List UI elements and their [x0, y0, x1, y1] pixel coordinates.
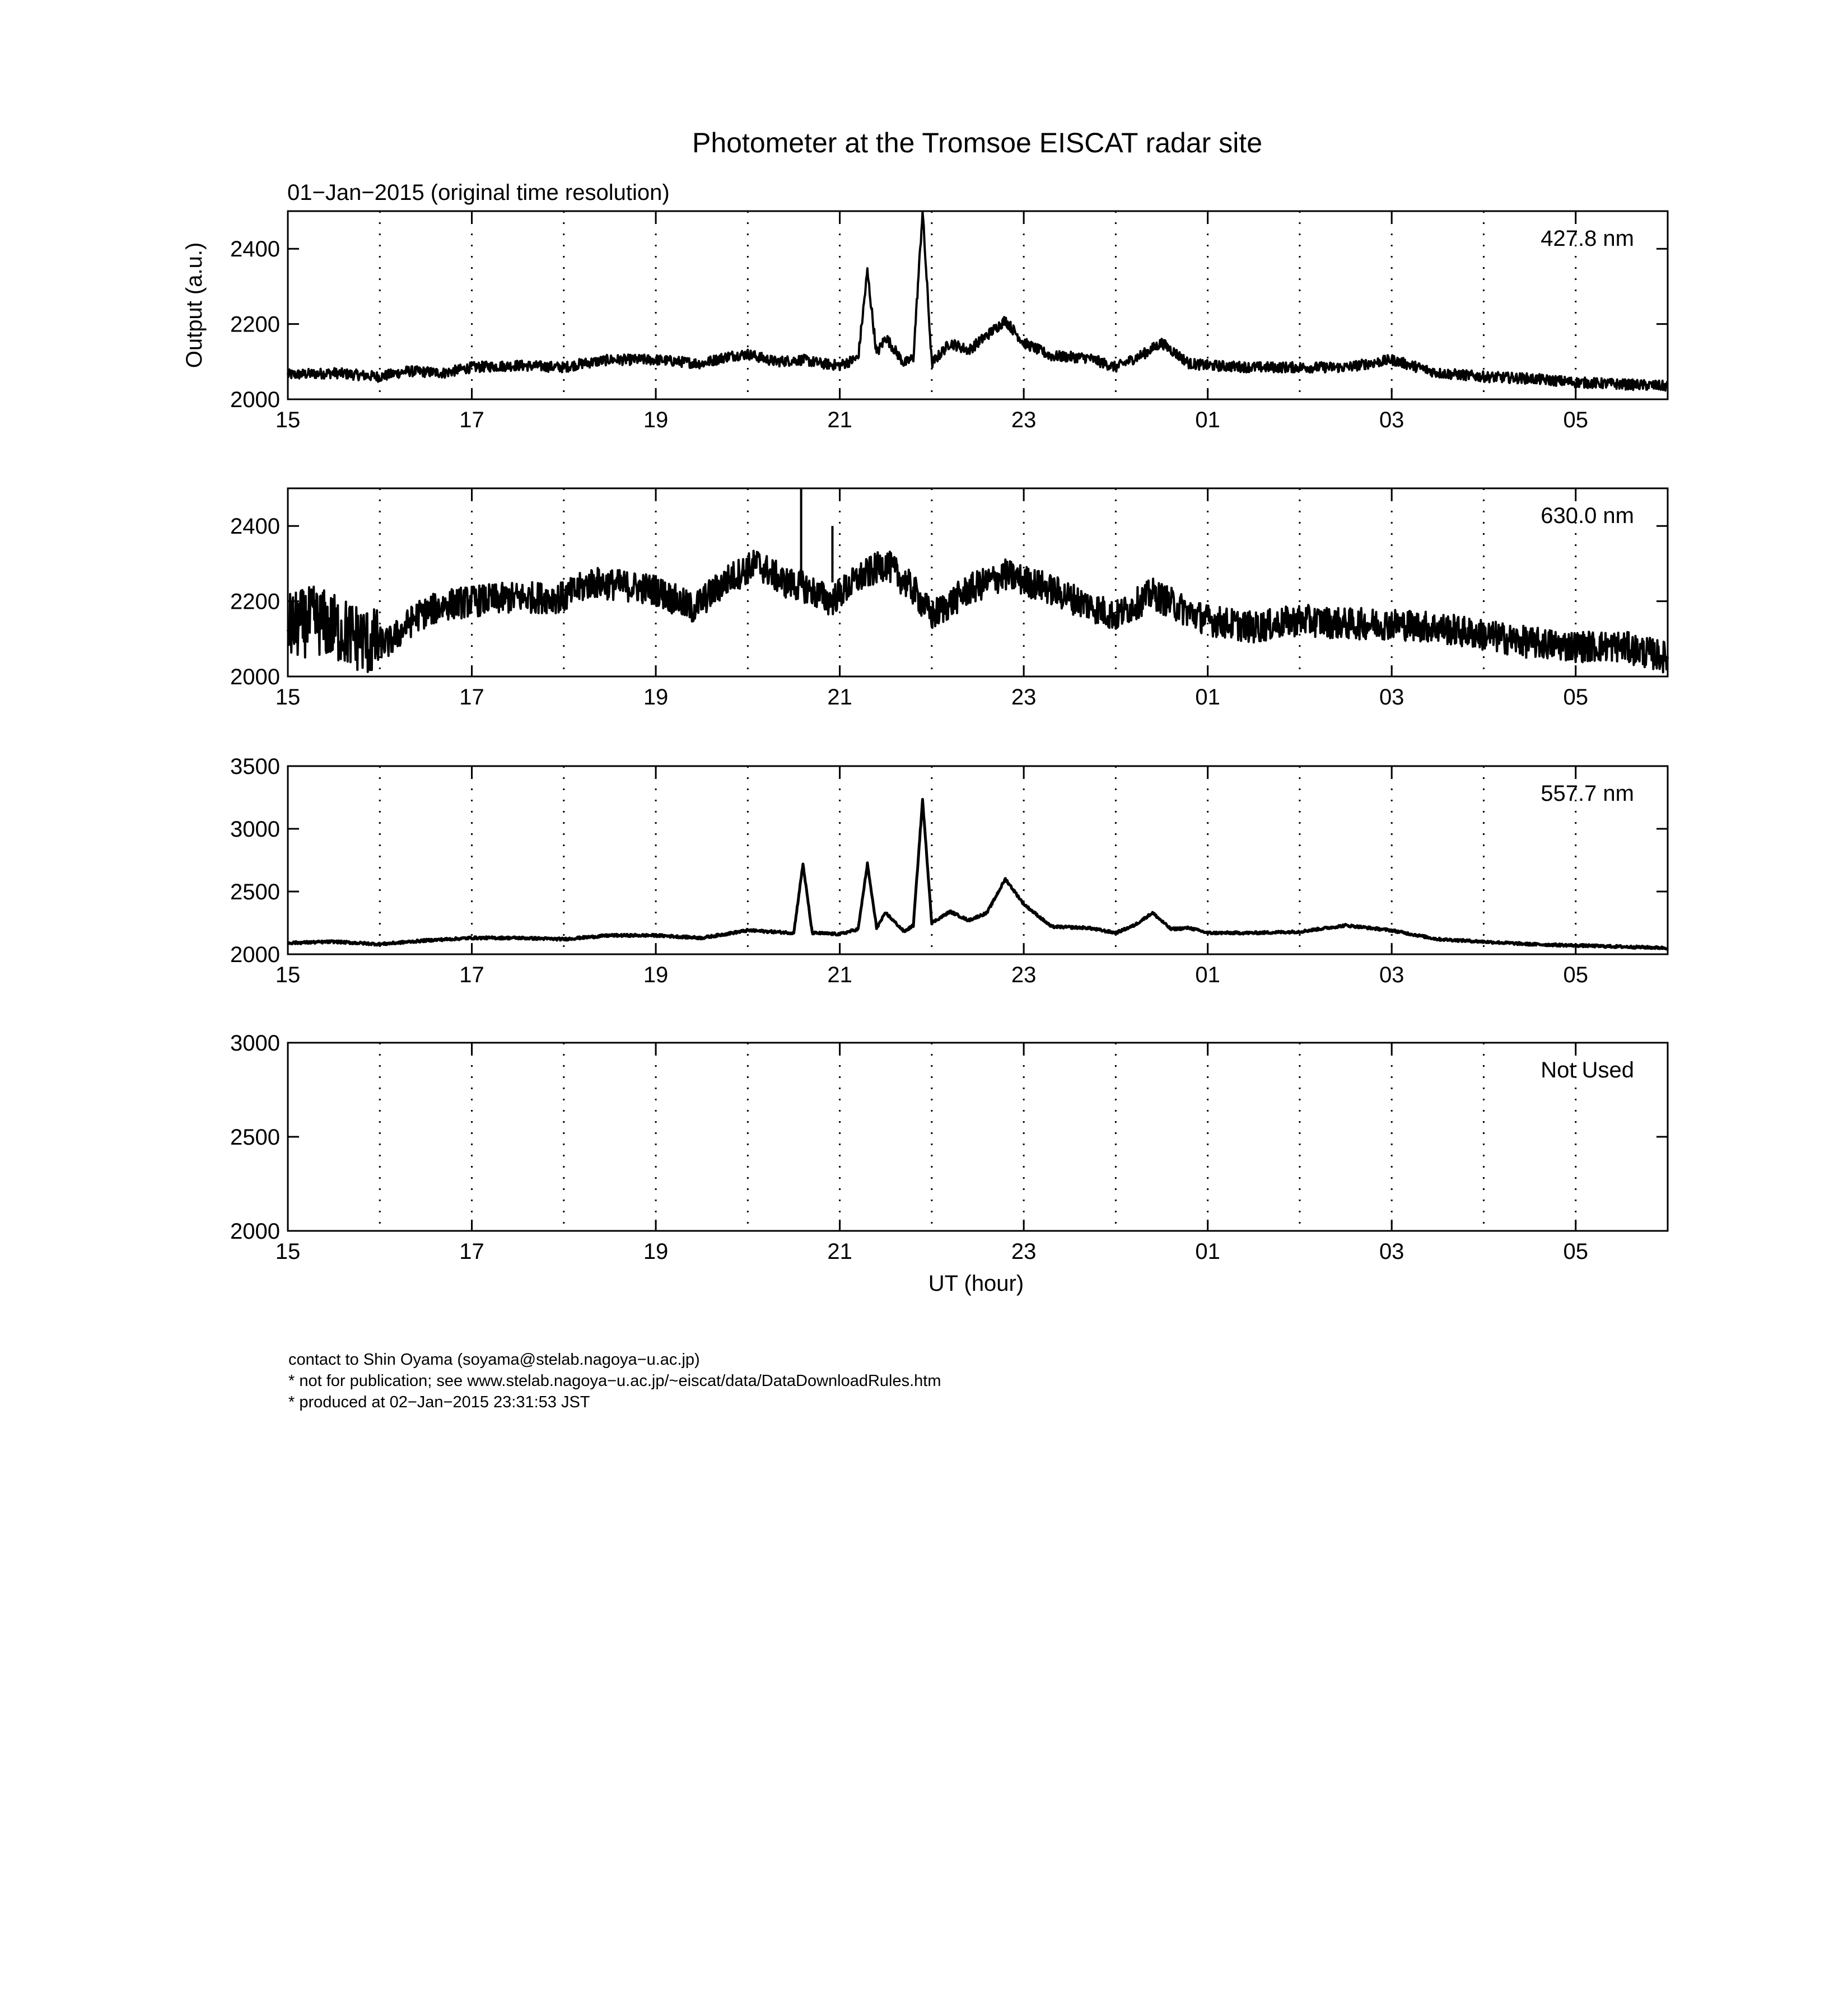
x-tick-label: 01 — [1195, 685, 1220, 710]
x-tick-label: 01 — [1195, 963, 1220, 987]
y-tick-label: 2000 — [230, 942, 280, 967]
figure-subtitle: 01−Jan−2015 (original time resolution) — [287, 180, 670, 205]
y-tick-label: 2500 — [230, 880, 280, 904]
x-tick-label: 19 — [643, 1239, 669, 1264]
x-tick-label: 15 — [275, 685, 301, 710]
axes-box — [288, 1043, 1668, 1231]
y-tick-label: 2400 — [230, 514, 280, 539]
panel-3 — [230, 754, 1668, 987]
x-tick-label: 01 — [1195, 408, 1220, 432]
y-tick-label: 3000 — [230, 817, 280, 842]
y-tick-label: 3000 — [230, 1031, 280, 1056]
series-line-1 — [288, 551, 1668, 673]
y-tick-label: 2000 — [230, 1219, 280, 1244]
y-axis-label: Output (a.u.) — [182, 242, 207, 368]
chart-panels — [230, 211, 1668, 1264]
x-tick-label: 21 — [827, 963, 852, 987]
x-tick-label: 23 — [1011, 408, 1037, 432]
y-tick-label: 3500 — [230, 754, 280, 779]
footer-contact: contact to Shin Oyama (soyama@stelab.nagoya−u.ac.jp) — [288, 1351, 700, 1369]
panel-4 — [230, 1031, 1668, 1264]
x-tick-label: 05 — [1563, 408, 1588, 432]
panel-label: 427.8 nm — [1541, 226, 1634, 251]
x-tick-label: 03 — [1379, 685, 1404, 710]
x-tick-label: 17 — [459, 408, 484, 432]
x-tick-label: 23 — [1011, 963, 1037, 987]
x-tick-label: 03 — [1379, 1239, 1404, 1264]
x-tick-label: 17 — [459, 685, 484, 710]
x-axis-label: UT (hour) — [928, 1271, 1024, 1296]
x-tick-label: 19 — [643, 685, 669, 710]
y-tick-label: 2500 — [230, 1125, 280, 1150]
y-tick-label: 2000 — [230, 388, 280, 412]
x-tick-label: 15 — [275, 963, 301, 987]
footer-publication-note: * not for publication; see www.stelab.nagoya−u.ac.jp/~eiscat/data/DataDownloadRules.htm — [288, 1372, 941, 1390]
x-tick-label: 23 — [1011, 1239, 1037, 1264]
panel-2 — [230, 488, 1668, 710]
panel-label: Not Used — [1541, 1058, 1634, 1082]
x-tick-label: 05 — [1563, 685, 1588, 710]
series-line-1 — [288, 212, 1668, 390]
axes-box — [288, 766, 1668, 954]
footer-produced-at: * produced at 02−Jan−2015 23:31:53 JST — [288, 1393, 590, 1411]
x-tick-label: 05 — [1563, 963, 1588, 987]
series-line-1 — [288, 799, 1668, 949]
panel-label: 557.7 nm — [1541, 781, 1634, 806]
x-tick-label: 19 — [643, 408, 669, 432]
x-tick-label: 23 — [1011, 685, 1037, 710]
figure-title: Photometer at the Tromsoe EISCAT radar site — [692, 127, 1263, 158]
x-tick-label: 19 — [643, 963, 669, 987]
panel-label: 630.0 nm — [1541, 503, 1634, 528]
panel-1 — [230, 211, 1668, 432]
y-tick-label: 2200 — [230, 312, 280, 337]
y-tick-label: 2400 — [230, 237, 280, 262]
y-tick-label: 2200 — [230, 589, 280, 614]
x-tick-label: 17 — [459, 1239, 484, 1264]
x-tick-label: 21 — [827, 1239, 852, 1264]
y-tick-label: 2000 — [230, 665, 280, 689]
x-tick-label: 15 — [275, 408, 301, 432]
x-tick-label: 15 — [275, 1239, 301, 1264]
x-tick-label: 17 — [459, 963, 484, 987]
x-tick-label: 03 — [1379, 963, 1404, 987]
x-tick-label: 21 — [827, 685, 852, 710]
x-tick-label: 21 — [827, 408, 852, 432]
x-tick-label: 05 — [1563, 1239, 1588, 1264]
x-tick-label: 03 — [1379, 408, 1404, 432]
x-tick-label: 01 — [1195, 1239, 1220, 1264]
